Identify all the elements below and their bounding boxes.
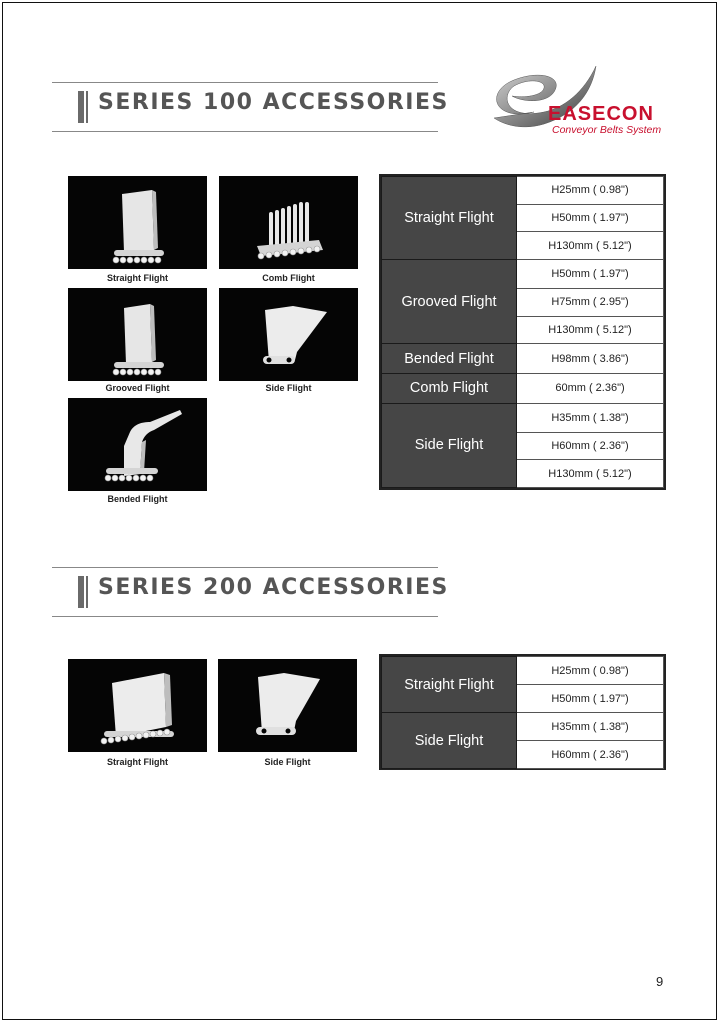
table-cell: 60mm ( 2.36") [517, 374, 664, 404]
table-cell: H60mm ( 2.36") [517, 741, 664, 769]
section-header-series-100 [52, 82, 449, 132]
section-header-series-200 [52, 567, 449, 617]
table-cat-straight-flight: Straight Flight [382, 657, 517, 713]
table-cell: H25mm ( 0.98") [517, 177, 664, 205]
header-bar-thin [86, 576, 88, 608]
photo-comb-flight [219, 176, 358, 269]
bended-flight-icon [68, 398, 207, 491]
table-cell: H130mm ( 5.12") [517, 316, 664, 344]
section-title: SERIES 100 ACCESSORIES [98, 90, 449, 115]
straight-flight-icon [68, 659, 207, 752]
spec-table-series-100 [379, 174, 666, 490]
table-cell: H35mm ( 1.38") [517, 403, 664, 432]
straight-flight-icon [68, 176, 207, 269]
table-cat-side-flight: Side Flight [382, 713, 517, 769]
side-flight-icon [218, 659, 357, 752]
caption-straight-flight-200: Straight Flight [107, 757, 168, 767]
header-rule-bottom [52, 131, 438, 132]
side-flight-icon [219, 288, 358, 381]
page-border [2, 2, 717, 1020]
grooved-flight-icon [68, 288, 207, 381]
brand-name: EASECON [548, 103, 654, 125]
page-number: 9 [656, 974, 664, 989]
table-cell: H50mm ( 1.97") [517, 685, 664, 713]
photo-grooved-flight [68, 288, 207, 381]
header-rule-top [52, 82, 438, 83]
caption-grooved-flight: Grooved Flight [105, 383, 170, 393]
section-title: SERIES 200 ACCESSORIES [98, 575, 449, 600]
header-bar-thick [78, 576, 84, 608]
table-cell: H60mm ( 2.36") [517, 432, 664, 460]
table-cell: H35mm ( 1.38") [517, 713, 664, 741]
brand-tagline: Conveyor Belts System [552, 124, 662, 136]
table-cat-comb-flight: Comb Flight [382, 374, 517, 404]
header-bar-thin [86, 91, 88, 123]
table-cell: H130mm ( 5.12") [517, 460, 664, 488]
photo-straight-flight [68, 176, 207, 269]
photo-bended-flight [68, 398, 207, 491]
table-cat-grooved-flight: Grooved Flight [382, 260, 517, 344]
table-cell: H75mm ( 2.95") [517, 288, 664, 316]
photo-side-flight [219, 288, 358, 381]
photo-side-flight-200 [218, 659, 357, 752]
table-cat-straight-flight: Straight Flight [382, 177, 517, 260]
caption-bended-flight: Bended Flight [107, 494, 168, 504]
photo-straight-flight-200 [68, 659, 207, 752]
table-cell: H50mm ( 1.97") [517, 260, 664, 289]
header-rule-top [52, 567, 438, 568]
table-cell: H98mm ( 3.86") [517, 344, 664, 374]
header-bar-thick [78, 91, 84, 123]
table-cell: H50mm ( 1.97") [517, 204, 664, 232]
table-cat-side-flight: Side Flight [382, 403, 517, 487]
caption-comb-flight: Comb Flight [262, 273, 315, 283]
caption-straight-flight: Straight Flight [107, 273, 168, 283]
table-cell: H130mm ( 5.12") [517, 232, 664, 260]
caption-side-flight-200: Side Flight [264, 757, 311, 767]
caption-side-flight: Side Flight [265, 383, 312, 393]
table-cat-bended-flight: Bended Flight [382, 344, 517, 374]
spec-table-series-200 [379, 654, 666, 770]
table-cell: H25mm ( 0.98") [517, 657, 664, 685]
comb-flight-icon [219, 176, 358, 269]
header-rule-bottom [52, 616, 438, 617]
